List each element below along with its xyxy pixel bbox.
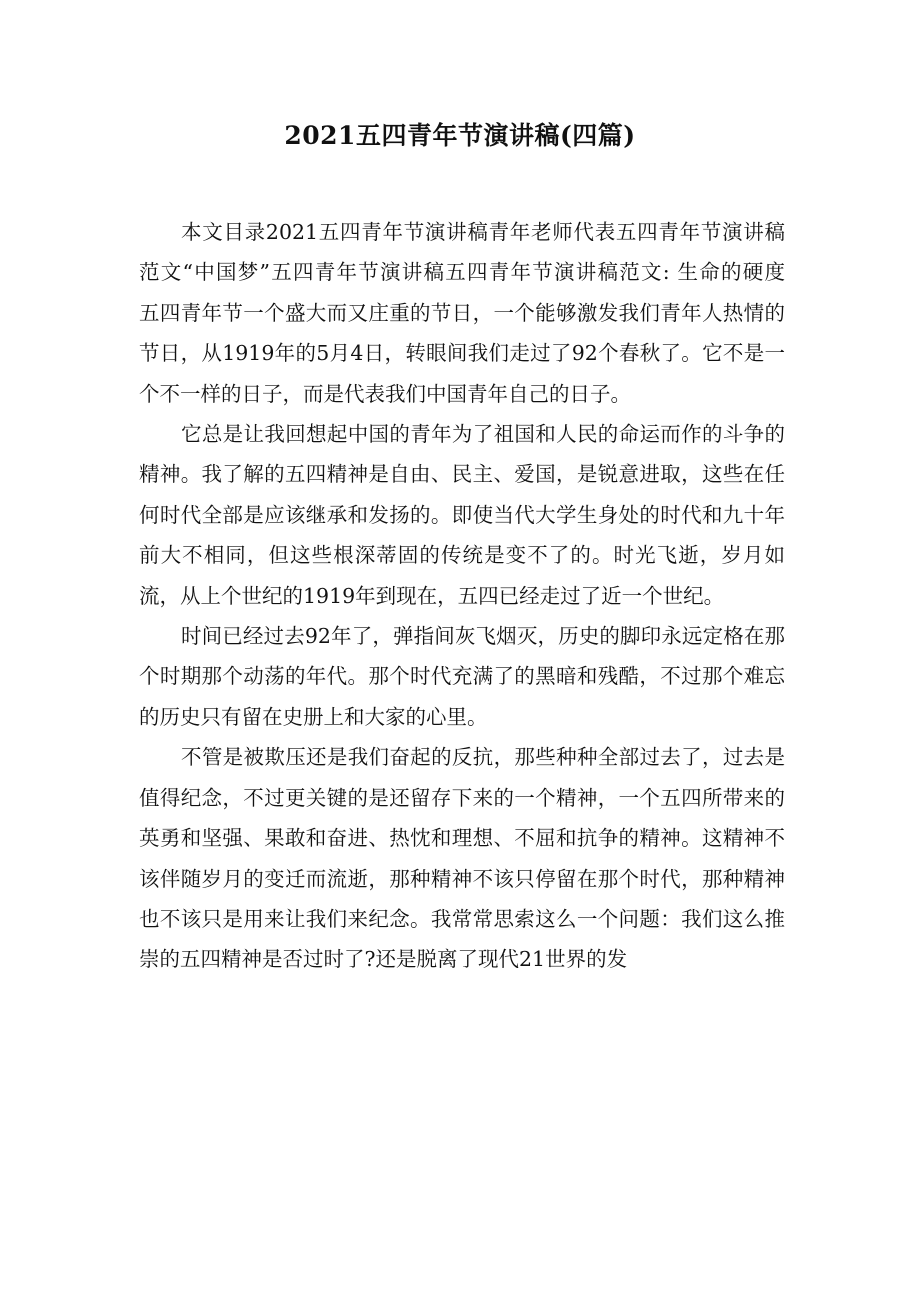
document-body <box>139 212 826 980</box>
document-title: 2021五四青年节演讲稿(四篇) <box>284 121 636 150</box>
paragraph-1: 本文目录2021五四青年节演讲稿青年老师代表五四青年节演讲稿范文“中国梦”五四青年节演讲稿五四青年节演讲稿范文: 生命的硬度 五四青年节一个盛大而又庄重的节日，一个能够激发我们青年人热情的节日，从1919年的5月4日，转眼间我们走过了92个春秋了。它不是一个不一样的日子，而是代表我们中国青年自己的日子。 <box>139 220 826 406</box>
paragraph-2: 它总是让我回想起中国的青年为了祖国和人民的命运而作的斗争的精神。我了解的五四精神是自由、民主、爱国，是锐意进取，这些在任何时代全部是应该继承和发扬的。即使当代大学生身处的时代和九十年前大不相同，但这些根深蒂固的传统是变不了的。时光飞逝，岁月如流，从上个世纪的1919年到现在，五四已经走过了近一个世纪。 <box>139 422 785 608</box>
paragraph-3: 时间已经过去92年了，弹指间灰飞烟灭，历史的脚印永远定格在那个时期那个动荡的年代。那个时代充满了的黑暗和残酷，不过那个难忘的历史只有留在史册上和大家的心里。 <box>139 624 785 729</box>
paragraph-4: 不管是被欺压还是我们奋起的反抗，那些种种全部过去了，过去是值得纪念，不过更关键的是还留存下来的一个精神，一个五四所带来的英勇和坚强、果敢和奋进、热忱和理想、不屈和抗争的精神。这精神不该伴随岁月的变迁而流逝，那种精神不该只停留在那个时代，那种精神也不该只是用来让我们来纪念。我常常思索这么一个问题：我们这么推崇的五四精神是否过时了?还是脱离了现代21世界的发 <box>139 745 785 972</box>
